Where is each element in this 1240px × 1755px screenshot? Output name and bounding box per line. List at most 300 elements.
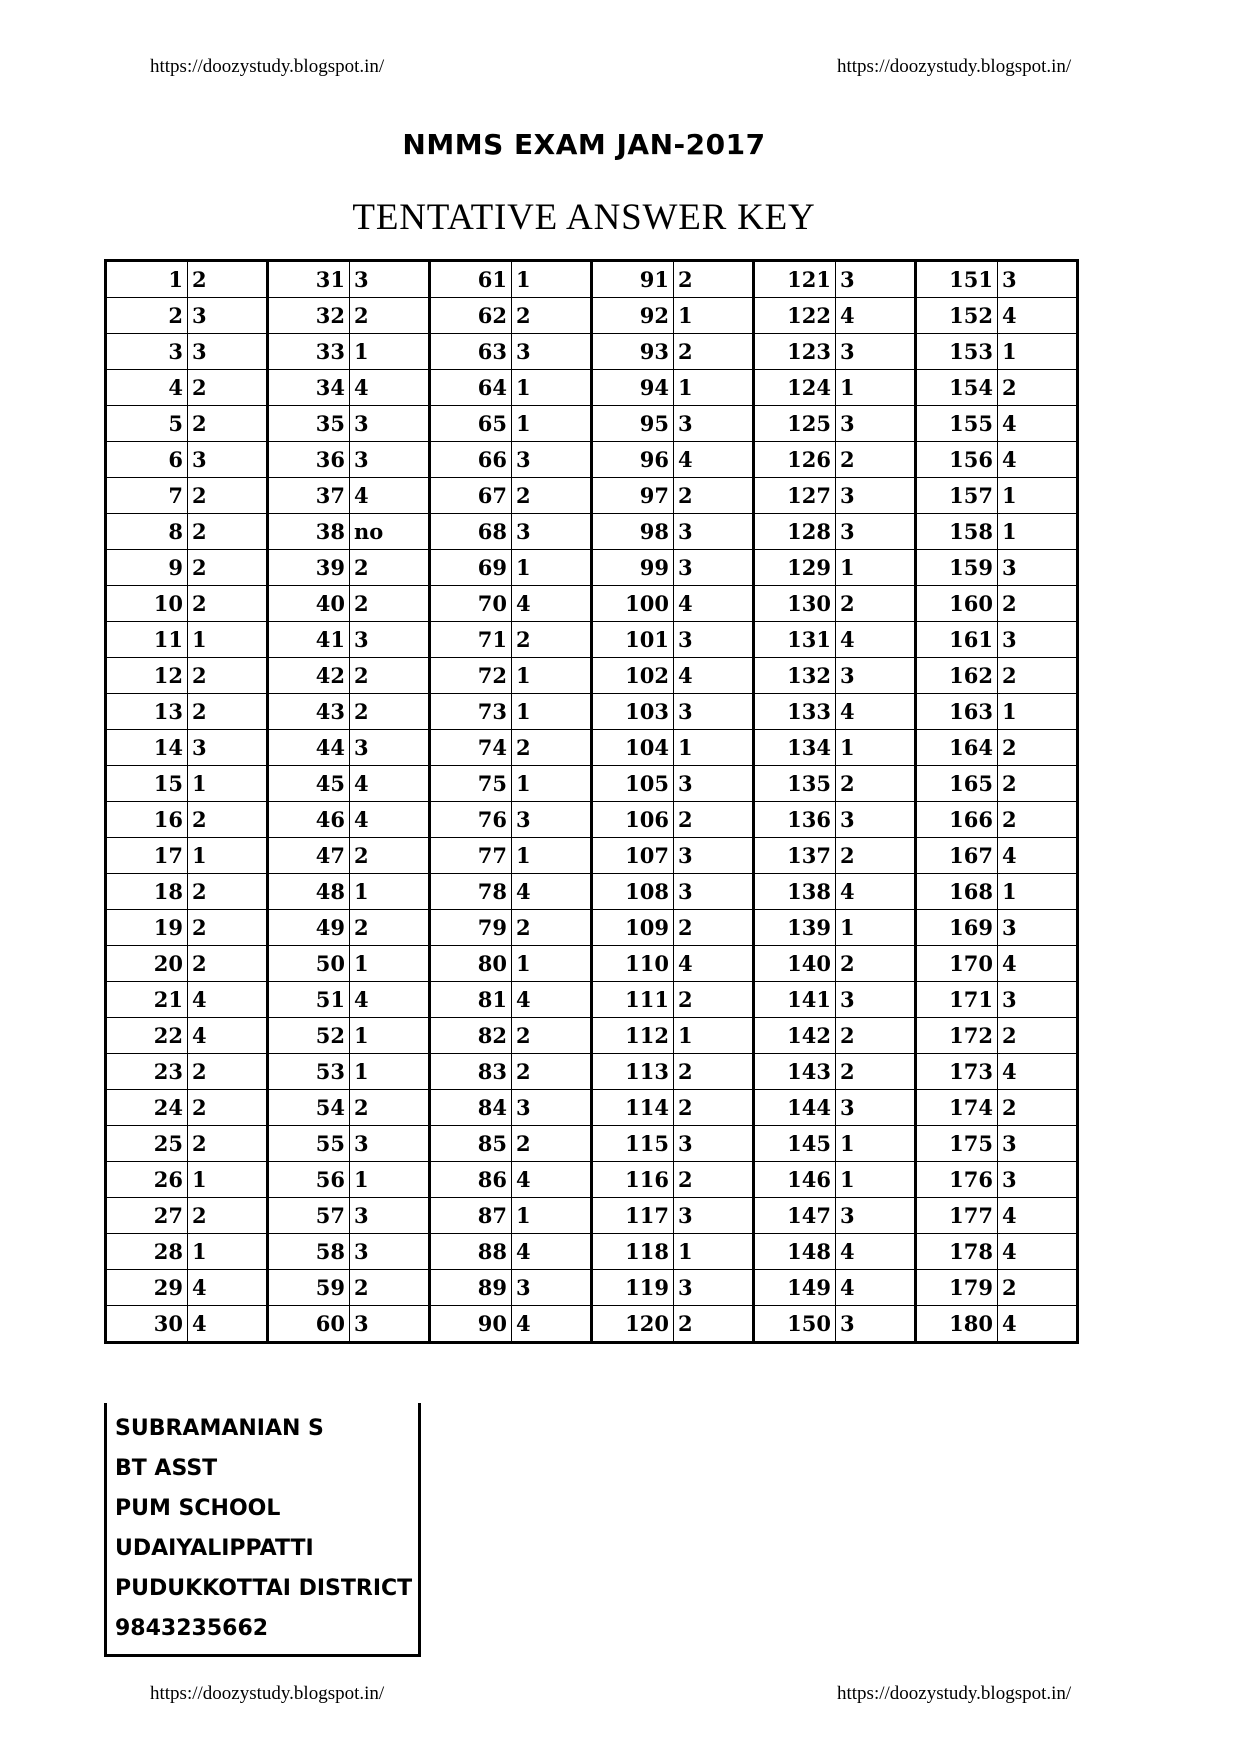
- question-number: 15: [106, 766, 188, 802]
- question-number: 115: [592, 1126, 674, 1162]
- answer-value: 2: [998, 730, 1078, 766]
- question-number: 97: [592, 478, 674, 514]
- answer-value: 3: [350, 1306, 430, 1343]
- question-number: 3: [106, 334, 188, 370]
- question-number: 117: [592, 1198, 674, 1234]
- question-number: 6: [106, 442, 188, 478]
- table-row: [106, 694, 1078, 730]
- question-number: 56: [268, 1162, 350, 1198]
- question-number: 179: [916, 1270, 998, 1306]
- question-number: 22: [106, 1018, 188, 1054]
- answer-value: 2: [674, 334, 754, 370]
- table-row: [106, 874, 1078, 910]
- question-number: 103: [592, 694, 674, 730]
- answer-value: 4: [836, 622, 916, 658]
- question-number: 140: [754, 946, 836, 982]
- question-number: 116: [592, 1162, 674, 1198]
- answer-value: 1: [188, 838, 268, 874]
- answer-value: 3: [674, 874, 754, 910]
- question-number: 122: [754, 298, 836, 334]
- answer-value: 1: [512, 406, 592, 442]
- answer-value: 4: [512, 982, 592, 1018]
- question-number: 149: [754, 1270, 836, 1306]
- answer-value: 4: [512, 586, 592, 622]
- answer-value: 2: [836, 946, 916, 982]
- question-number: 23: [106, 1054, 188, 1090]
- question-number: 68: [430, 514, 512, 550]
- question-number: 153: [916, 334, 998, 370]
- question-number: 52: [268, 1018, 350, 1054]
- answer-key-table: [104, 259, 1079, 1344]
- question-number: 89: [430, 1270, 512, 1306]
- question-number: 43: [268, 694, 350, 730]
- question-number: 92: [592, 298, 674, 334]
- question-number: 59: [268, 1270, 350, 1306]
- answer-value: 2: [674, 982, 754, 1018]
- question-number: 175: [916, 1126, 998, 1162]
- question-number: 27: [106, 1198, 188, 1234]
- answer-value: 1: [836, 1126, 916, 1162]
- question-number: 8: [106, 514, 188, 550]
- question-number: 11: [106, 622, 188, 658]
- answer-value: 1: [512, 694, 592, 730]
- answer-value: 2: [188, 1090, 268, 1126]
- answer-value: 2: [188, 586, 268, 622]
- author-designation: BT ASST: [115, 1456, 218, 1481]
- question-number: 85: [430, 1126, 512, 1162]
- header-url-left[interactable]: https://doozystudy.blogspot.in/: [150, 56, 385, 77]
- question-number: 102: [592, 658, 674, 694]
- answer-value: 1: [512, 370, 592, 406]
- answer-value: 4: [350, 370, 430, 406]
- answer-value: 3: [350, 1198, 430, 1234]
- answer-value: 1: [512, 658, 592, 694]
- answer-value: 3: [350, 622, 430, 658]
- question-number: 130: [754, 586, 836, 622]
- question-number: 166: [916, 802, 998, 838]
- question-number: 161: [916, 622, 998, 658]
- answer-value: 2: [350, 1270, 430, 1306]
- answer-value: 3: [674, 1198, 754, 1234]
- question-number: 14: [106, 730, 188, 766]
- footer-url-right[interactable]: https://doozystudy.blogspot.in/: [837, 1683, 1072, 1704]
- answer-value: 4: [998, 406, 1078, 442]
- question-number: 88: [430, 1234, 512, 1270]
- table-row: [106, 406, 1078, 442]
- answer-value: 3: [674, 838, 754, 874]
- answer-value: 2: [998, 1090, 1078, 1126]
- question-number: 26: [106, 1162, 188, 1198]
- answer-value: 3: [998, 910, 1078, 946]
- question-number: 162: [916, 658, 998, 694]
- answer-value: 2: [188, 370, 268, 406]
- answer-value: 1: [188, 1162, 268, 1198]
- answer-value: 4: [998, 1234, 1078, 1270]
- answer-value: 2: [350, 586, 430, 622]
- answer-value: 2: [188, 406, 268, 442]
- question-number: 172: [916, 1018, 998, 1054]
- question-number: 51: [268, 982, 350, 1018]
- question-number: 99: [592, 550, 674, 586]
- question-number: 94: [592, 370, 674, 406]
- question-number: 127: [754, 478, 836, 514]
- answer-value: 3: [188, 334, 268, 370]
- question-number: 139: [754, 910, 836, 946]
- table-row: [106, 442, 1078, 478]
- question-number: 78: [430, 874, 512, 910]
- table-row: [106, 1306, 1078, 1343]
- question-number: 10: [106, 586, 188, 622]
- answer-value: 1: [674, 1234, 754, 1270]
- answer-value: 4: [836, 694, 916, 730]
- question-number: 9: [106, 550, 188, 586]
- answer-value: 3: [350, 1234, 430, 1270]
- answer-value: 3: [674, 694, 754, 730]
- question-number: 138: [754, 874, 836, 910]
- question-number: 83: [430, 1054, 512, 1090]
- answer-value: 3: [674, 550, 754, 586]
- table-row: [106, 622, 1078, 658]
- question-number: 90: [430, 1306, 512, 1343]
- answer-value: 2: [188, 874, 268, 910]
- question-number: 145: [754, 1126, 836, 1162]
- answer-value: 1: [998, 514, 1078, 550]
- question-number: 45: [268, 766, 350, 802]
- question-number: 55: [268, 1126, 350, 1162]
- table-row: [106, 1018, 1078, 1054]
- question-number: 124: [754, 370, 836, 406]
- table-row: [106, 370, 1078, 406]
- answer-value: 3: [998, 982, 1078, 1018]
- table-row: [106, 550, 1078, 586]
- answer-value: 2: [188, 802, 268, 838]
- question-number: 66: [430, 442, 512, 478]
- answer-value: 2: [836, 838, 916, 874]
- answer-value: 2: [998, 1270, 1078, 1306]
- table-row: [106, 766, 1078, 802]
- answer-value: 1: [350, 334, 430, 370]
- question-number: 4: [106, 370, 188, 406]
- question-number: 98: [592, 514, 674, 550]
- answer-value: 3: [836, 1090, 916, 1126]
- question-number: 123: [754, 334, 836, 370]
- answer-value: 4: [836, 1270, 916, 1306]
- answer-value: 2: [350, 838, 430, 874]
- question-number: 34: [268, 370, 350, 406]
- table-row: [106, 478, 1078, 514]
- answer-value: 2: [350, 1090, 430, 1126]
- answer-value: 4: [512, 1162, 592, 1198]
- answer-value: 4: [836, 874, 916, 910]
- table-row: [106, 658, 1078, 694]
- table-row: [106, 334, 1078, 370]
- answer-value: 1: [998, 478, 1078, 514]
- answer-value: 1: [512, 261, 592, 298]
- answer-value: 3: [998, 261, 1078, 298]
- answer-value: 1: [188, 766, 268, 802]
- answer-value: 3: [836, 514, 916, 550]
- answer-value: 4: [188, 982, 268, 1018]
- question-number: 36: [268, 442, 350, 478]
- question-number: 169: [916, 910, 998, 946]
- answer-value: 1: [836, 550, 916, 586]
- answer-value: 4: [674, 658, 754, 694]
- answer-value: 4: [836, 1234, 916, 1270]
- question-number: 160: [916, 586, 998, 622]
- question-number: 154: [916, 370, 998, 406]
- question-number: 18: [106, 874, 188, 910]
- answer-value: 4: [350, 766, 430, 802]
- question-number: 121: [754, 261, 836, 298]
- question-number: 134: [754, 730, 836, 766]
- question-number: 156: [916, 442, 998, 478]
- question-number: 70: [430, 586, 512, 622]
- answer-value: 2: [188, 261, 268, 298]
- question-number: 173: [916, 1054, 998, 1090]
- answer-value: 4: [350, 982, 430, 1018]
- answer-value: 2: [350, 910, 430, 946]
- header-url-right[interactable]: https://doozystudy.blogspot.in/: [837, 56, 1072, 77]
- answer-value: 2: [512, 298, 592, 334]
- answer-value: 3: [674, 1126, 754, 1162]
- answer-value: 2: [350, 550, 430, 586]
- question-number: 147: [754, 1198, 836, 1234]
- answer-value: 1: [350, 946, 430, 982]
- question-number: 86: [430, 1162, 512, 1198]
- question-number: 73: [430, 694, 512, 730]
- question-number: 178: [916, 1234, 998, 1270]
- answer-value: 2: [674, 910, 754, 946]
- question-number: 168: [916, 874, 998, 910]
- answer-value: 4: [998, 1306, 1078, 1343]
- question-number: 164: [916, 730, 998, 766]
- table-row: [106, 730, 1078, 766]
- question-number: 176: [916, 1162, 998, 1198]
- answer-value: 4: [512, 1306, 592, 1343]
- answer-value: 2: [188, 1054, 268, 1090]
- question-number: 33: [268, 334, 350, 370]
- question-number: 61: [430, 261, 512, 298]
- answer-value: 2: [998, 1018, 1078, 1054]
- answer-value: 2: [998, 370, 1078, 406]
- answer-value: 1: [512, 550, 592, 586]
- answer-value: 3: [350, 406, 430, 442]
- question-number: 114: [592, 1090, 674, 1126]
- answer-value: 3: [998, 1162, 1078, 1198]
- answer-value: 2: [674, 802, 754, 838]
- question-number: 129: [754, 550, 836, 586]
- answer-value: 3: [188, 442, 268, 478]
- question-number: 151: [916, 261, 998, 298]
- question-number: 49: [268, 910, 350, 946]
- question-number: 16: [106, 802, 188, 838]
- question-number: 131: [754, 622, 836, 658]
- question-number: 77: [430, 838, 512, 874]
- answer-value: 4: [998, 946, 1078, 982]
- answer-value: 3: [188, 298, 268, 334]
- answer-value: 3: [350, 1126, 430, 1162]
- question-number: 32: [268, 298, 350, 334]
- answer-value: 1: [674, 1018, 754, 1054]
- answer-value: 1: [350, 874, 430, 910]
- question-number: 107: [592, 838, 674, 874]
- answer-value: 3: [836, 1198, 916, 1234]
- table-row: [106, 1270, 1078, 1306]
- table-row: [106, 982, 1078, 1018]
- table-row: [106, 586, 1078, 622]
- question-number: 148: [754, 1234, 836, 1270]
- answer-value: 3: [836, 334, 916, 370]
- page-title: NMMS EXAM JAN-2017: [402, 128, 766, 161]
- answer-value: 1: [512, 1198, 592, 1234]
- answer-value: 2: [674, 1306, 754, 1343]
- question-number: 128: [754, 514, 836, 550]
- question-number: 50: [268, 946, 350, 982]
- page-subtitle: TENTATIVE ANSWER KEY: [352, 197, 816, 238]
- question-number: 54: [268, 1090, 350, 1126]
- answer-value: 3: [836, 982, 916, 1018]
- answer-value: 3: [512, 1090, 592, 1126]
- question-number: 69: [430, 550, 512, 586]
- answer-value: 2: [674, 1054, 754, 1090]
- table-row: [106, 910, 1078, 946]
- answer-value: 4: [188, 1018, 268, 1054]
- question-number: 87: [430, 1198, 512, 1234]
- question-number: 80: [430, 946, 512, 982]
- answer-value: 2: [836, 766, 916, 802]
- answer-value: 2: [512, 1126, 592, 1162]
- question-number: 81: [430, 982, 512, 1018]
- question-number: 163: [916, 694, 998, 730]
- question-number: 60: [268, 1306, 350, 1343]
- answer-value: 2: [998, 766, 1078, 802]
- answer-value: 2: [836, 586, 916, 622]
- answer-value: 1: [188, 622, 268, 658]
- author-village: UDAIYALIPPATTI: [115, 1536, 314, 1561]
- answer-value: 1: [512, 946, 592, 982]
- question-number: 119: [592, 1270, 674, 1306]
- question-number: 39: [268, 550, 350, 586]
- answer-value: 1: [350, 1054, 430, 1090]
- question-number: 104: [592, 730, 674, 766]
- question-number: 95: [592, 406, 674, 442]
- table-row: [106, 1054, 1078, 1090]
- question-number: 152: [916, 298, 998, 334]
- answer-value: 4: [350, 478, 430, 514]
- answer-value: 2: [998, 658, 1078, 694]
- table-row: [106, 946, 1078, 982]
- question-number: 41: [268, 622, 350, 658]
- question-number: 159: [916, 550, 998, 586]
- answer-value: 1: [836, 730, 916, 766]
- question-number: 110: [592, 946, 674, 982]
- question-number: 165: [916, 766, 998, 802]
- author-block: [104, 1403, 421, 1657]
- answer-value: 2: [188, 550, 268, 586]
- question-number: 5: [106, 406, 188, 442]
- answer-value: 1: [998, 694, 1078, 730]
- question-number: 157: [916, 478, 998, 514]
- question-number: 106: [592, 802, 674, 838]
- answer-value: 4: [512, 1234, 592, 1270]
- question-number: 167: [916, 838, 998, 874]
- question-number: 137: [754, 838, 836, 874]
- answer-value: 3: [836, 406, 916, 442]
- answer-value: 1: [512, 838, 592, 874]
- question-number: 62: [430, 298, 512, 334]
- answer-value: 3: [674, 622, 754, 658]
- table-row: [106, 1198, 1078, 1234]
- question-number: 64: [430, 370, 512, 406]
- answer-value: 2: [188, 478, 268, 514]
- question-number: 17: [106, 838, 188, 874]
- question-number: 132: [754, 658, 836, 694]
- answer-value: 1: [674, 298, 754, 334]
- question-number: 65: [430, 406, 512, 442]
- answer-value: 3: [836, 802, 916, 838]
- question-number: 136: [754, 802, 836, 838]
- answer-value: 3: [836, 658, 916, 694]
- answer-value: 2: [674, 261, 754, 298]
- answer-value: 4: [188, 1306, 268, 1343]
- answer-value: 3: [512, 334, 592, 370]
- table-row: [106, 1162, 1078, 1198]
- question-number: 75: [430, 766, 512, 802]
- answer-value: 3: [674, 766, 754, 802]
- answer-value: 2: [188, 514, 268, 550]
- question-number: 174: [916, 1090, 998, 1126]
- answer-value: 2: [836, 442, 916, 478]
- answer-value: 2: [836, 1054, 916, 1090]
- answer-value: 3: [350, 442, 430, 478]
- answer-value: 4: [188, 1270, 268, 1306]
- question-number: 100: [592, 586, 674, 622]
- answer-value: no: [350, 514, 430, 550]
- question-number: 93: [592, 334, 674, 370]
- question-number: 76: [430, 802, 512, 838]
- answer-value: 1: [674, 730, 754, 766]
- author-school: PUM SCHOOL: [115, 1496, 281, 1521]
- answer-value: 2: [998, 802, 1078, 838]
- table-row: [106, 1234, 1078, 1270]
- question-number: 82: [430, 1018, 512, 1054]
- answer-value: 3: [836, 261, 916, 298]
- question-number: 141: [754, 982, 836, 1018]
- answer-value: 4: [674, 442, 754, 478]
- question-number: 158: [916, 514, 998, 550]
- footer-url-left[interactable]: https://doozystudy.blogspot.in/: [150, 1683, 385, 1704]
- answer-value: 1: [674, 370, 754, 406]
- question-number: 118: [592, 1234, 674, 1270]
- question-number: 112: [592, 1018, 674, 1054]
- question-number: 40: [268, 586, 350, 622]
- answer-value: 2: [350, 694, 430, 730]
- answer-value: 4: [674, 586, 754, 622]
- question-number: 35: [268, 406, 350, 442]
- answer-value: 3: [836, 1306, 916, 1343]
- question-number: 25: [106, 1126, 188, 1162]
- question-number: 21: [106, 982, 188, 1018]
- answer-value: 3: [998, 550, 1078, 586]
- table-row: [106, 261, 1078, 298]
- answer-value: 3: [512, 802, 592, 838]
- question-number: 24: [106, 1090, 188, 1126]
- question-number: 46: [268, 802, 350, 838]
- question-number: 96: [592, 442, 674, 478]
- question-number: 7: [106, 478, 188, 514]
- answer-value: 2: [512, 910, 592, 946]
- answer-value: 1: [998, 334, 1078, 370]
